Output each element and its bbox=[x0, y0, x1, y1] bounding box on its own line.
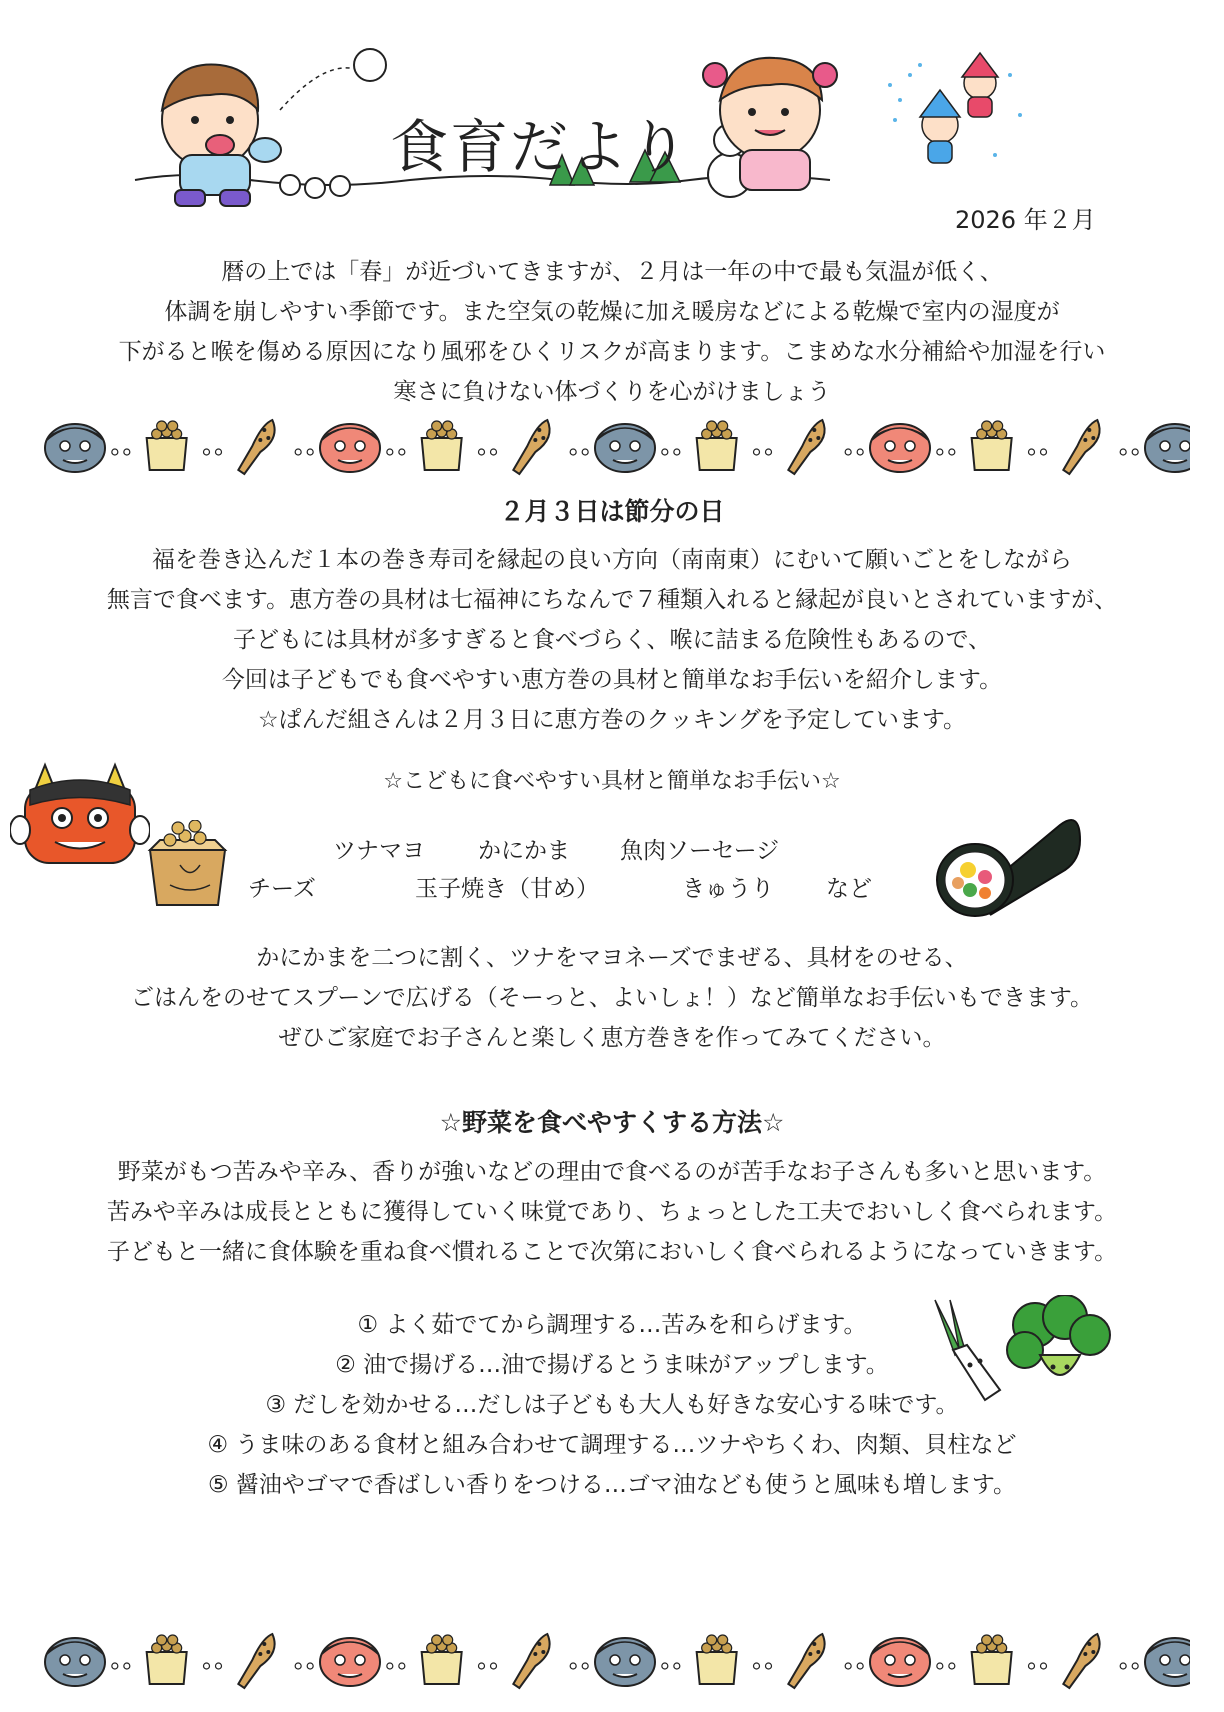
setsubun-line: 無言で食べます。恵方巻の具材は七福神にちなんで７種類入れると縁起が良いとされていますが、 bbox=[106, 587, 1118, 613]
bean-box-icon bbox=[697, 421, 737, 470]
help-paragraph bbox=[0, 938, 1224, 1058]
oni-face-icon bbox=[870, 1638, 930, 1686]
broccoli-icon bbox=[1007, 1295, 1110, 1375]
dot-separator-icon bbox=[662, 1663, 680, 1669]
setsubun-border-top bbox=[40, 408, 1190, 488]
winter-kids-illustration bbox=[880, 45, 1030, 175]
tip-item: ④ うま味のある食材と組み合わせて調理する…ツナやちくわ、肉類、貝柱など bbox=[207, 1432, 1017, 1458]
dot-separator-icon bbox=[204, 449, 222, 455]
dot-separator-icon bbox=[1120, 449, 1138, 455]
oni-club-icon bbox=[513, 420, 549, 474]
snow-child-pink-icon bbox=[962, 53, 998, 117]
bean-box-icon bbox=[697, 1635, 737, 1684]
dot-separator-icon bbox=[387, 449, 405, 455]
dot-separator-icon bbox=[937, 449, 955, 455]
dot-separator-icon bbox=[204, 1663, 222, 1669]
issue-date: 2026 年２月 bbox=[955, 206, 1096, 234]
dot-separator-icon bbox=[1029, 449, 1047, 455]
oni-face-icon bbox=[595, 1638, 655, 1686]
oni-face-icon bbox=[595, 424, 655, 472]
ingredients-heading: ☆こどもに食べやすい具材と簡単なお手伝い☆ bbox=[383, 769, 841, 794]
dot-separator-icon bbox=[295, 1663, 313, 1669]
setsubun-line: 子どもには具材が多すぎると食べづらく、喉に詰まる危険性もあるので、 bbox=[232, 627, 992, 653]
tip-item: ② 油で揚げる…油で揚げるとうま味がアップします。 bbox=[335, 1352, 889, 1378]
dot-separator-icon bbox=[112, 1663, 130, 1669]
dot-separator-icon bbox=[754, 1663, 772, 1669]
vegetable-characters-illustration bbox=[915, 1295, 1115, 1410]
ingredient-item: きゅうり bbox=[682, 876, 774, 902]
bean-box-icon bbox=[422, 1635, 462, 1684]
leek-icon bbox=[935, 1300, 1000, 1400]
vegetables-heading: ☆野菜を食べやすくする方法☆ bbox=[439, 1108, 785, 1137]
setsubun-line: 今回は子どもでも食べやすい恵方巻の具材と簡単なお手伝いを紹介します。 bbox=[221, 667, 1003, 693]
dot-separator-icon bbox=[1029, 1663, 1047, 1669]
ingredient-item: チーズ bbox=[248, 876, 316, 902]
dot-separator-icon bbox=[1120, 1663, 1138, 1669]
dot-separator-icon bbox=[845, 449, 863, 455]
dot-separator-icon bbox=[112, 449, 130, 455]
snow-child-blue-icon bbox=[920, 90, 960, 163]
bean-box-icon bbox=[147, 421, 187, 470]
tip-item: ③ だしを効かせる…だしは子どもも大人も好きな安心する味です。 bbox=[265, 1392, 959, 1418]
oni-face-icon bbox=[45, 424, 105, 472]
ehomaki-icon bbox=[930, 805, 1085, 920]
oni-face-icon bbox=[45, 1638, 105, 1686]
ingredient-item: 玉子焼き（甘め） bbox=[415, 876, 599, 902]
setsubun-border-bottom bbox=[40, 1622, 1190, 1702]
oni-club-icon bbox=[238, 420, 274, 474]
oni-face-icon bbox=[320, 424, 380, 472]
bean-box-icon bbox=[140, 820, 235, 910]
oni-face-icon bbox=[1145, 424, 1190, 472]
oni-club-icon bbox=[513, 1634, 549, 1688]
vegetables-paragraph bbox=[0, 1152, 1224, 1272]
dot-separator-icon bbox=[662, 449, 680, 455]
help-line: ぜひご家庭でお子さんと楽しく恵方巻きを作ってみてください。 bbox=[278, 1025, 946, 1051]
oni-club-icon bbox=[1063, 1634, 1099, 1688]
dot-separator-icon bbox=[570, 449, 588, 455]
setsubun-heading: ２月３日は節分の日 bbox=[499, 497, 725, 526]
ingredient-item: ツナマヨ bbox=[333, 838, 425, 864]
oni-club-icon bbox=[238, 1634, 274, 1688]
oni-face-icon bbox=[1145, 1638, 1190, 1686]
dot-separator-icon bbox=[387, 1663, 405, 1669]
red-oni-icon bbox=[10, 760, 150, 870]
vegetables-line: 野菜がもつ苦みや辛み、香りが強いなどの理由で食べるのが苦手なお子さんも多いと思います。 bbox=[117, 1159, 1107, 1185]
intro-line: 下がると喉を傷める原因になり風邪をひくリスクが高まります。こまめな水分補給や加湿を行い bbox=[118, 339, 1106, 365]
oni-club-icon bbox=[788, 1634, 824, 1688]
tip-item: ⑤ 醤油やゴマで香ばしい香りをつける…ゴマ油なども使うと風味も増します。 bbox=[207, 1472, 1017, 1498]
dot-separator-icon bbox=[479, 449, 497, 455]
ingredient-item: など bbox=[826, 876, 872, 902]
dot-separator-icon bbox=[937, 1663, 955, 1669]
vegetables-line: 子どもと一緒に食体験を重ね食べ慣れることで次第においしく食べられるようになっていきます。 bbox=[106, 1239, 1118, 1265]
tip-item: ① よく茹でてから調理する…苦みを和らげます。 bbox=[357, 1312, 867, 1338]
intro-line: 寒さに負けない体づくりを心がけましょう bbox=[393, 379, 831, 405]
oni-club-icon bbox=[1063, 420, 1099, 474]
help-line: ごはんをのせてスプーンで広げる（そーっと、よいしょ！）など簡単なお手伝いもできます。 bbox=[130, 985, 1094, 1011]
dot-separator-icon bbox=[845, 1663, 863, 1669]
bean-box-icon bbox=[972, 421, 1012, 470]
bean-box-icon bbox=[147, 1635, 187, 1684]
help-line: かにかまを二つに割く、ツナをマヨネーズでまぜる、具材をのせる、 bbox=[256, 945, 968, 971]
dot-separator-icon bbox=[295, 449, 313, 455]
intro-line: 体調を崩しやすい季節です。また空気の乾燥に加え暖房などによる乾燥で室内の湿度が bbox=[164, 299, 1060, 325]
oni-face-icon bbox=[320, 1638, 380, 1686]
oni-face-icon bbox=[870, 424, 930, 472]
vegetables-line: 苦みや辛みは成長とともに獲得していく味覚であり、ちょっとした工夫でおいしく食べられます。 bbox=[106, 1199, 1118, 1225]
intro-line: 暦の上では「春」が近づいてきますが、２月は一年の中で最も気温が低く、 bbox=[221, 259, 1003, 285]
oni-club-icon bbox=[788, 420, 824, 474]
bean-box-icon bbox=[972, 1635, 1012, 1684]
intro-paragraph bbox=[0, 252, 1224, 412]
ingredient-item: かにかま bbox=[478, 838, 570, 864]
dot-separator-icon bbox=[479, 1663, 497, 1669]
setsubun-line: 福を巻き込んだ１本の巻き寿司を縁起の良い方向（南南東）にむいて願いごとをしながら bbox=[152, 547, 1072, 573]
setsubun-paragraph bbox=[0, 540, 1224, 740]
ingredient-item: 魚肉ソーセージ bbox=[620, 838, 780, 864]
boy-icon bbox=[162, 65, 281, 206]
dot-separator-icon bbox=[570, 1663, 588, 1669]
bean-box-icon bbox=[422, 421, 462, 470]
dot-separator-icon bbox=[754, 449, 772, 455]
setsubun-line: ☆ぱんだ組さんは２月３日に恵方巻のクッキングを予定しています。 bbox=[257, 707, 967, 733]
page-title: 食育だより bbox=[390, 113, 691, 181]
